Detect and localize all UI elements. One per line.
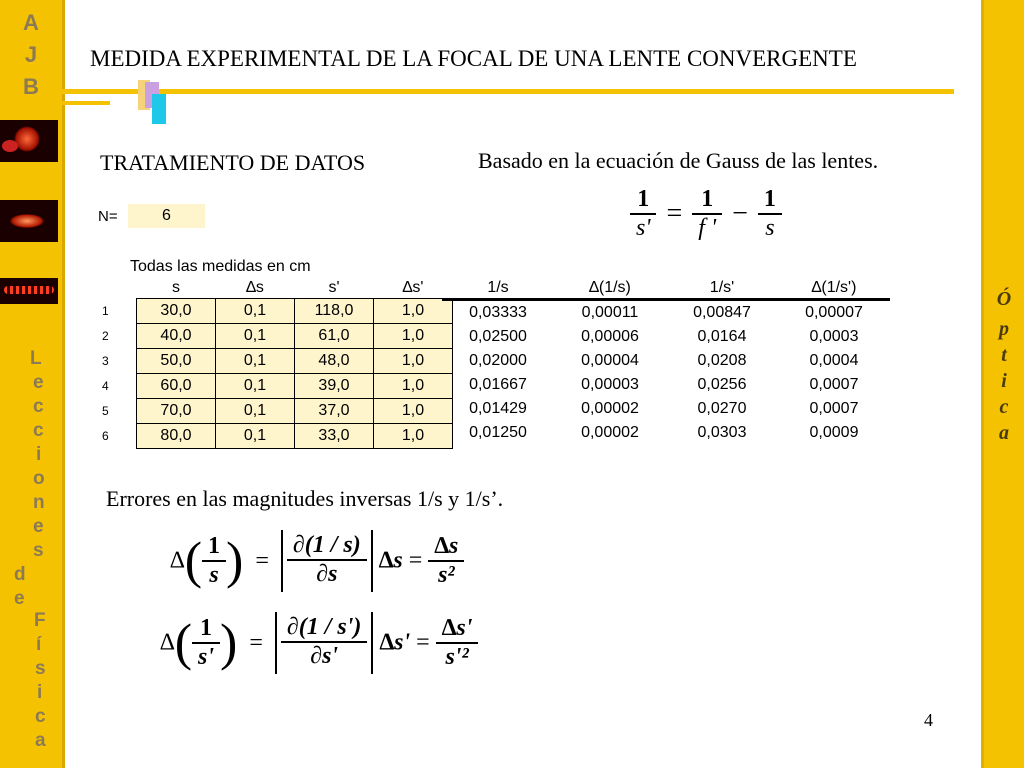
left-sidebar: [0, 0, 62, 768]
page-number: 4: [924, 710, 933, 730]
vertical-letter: s: [33, 540, 44, 561]
optica-letter: t: [1001, 344, 1007, 366]
title-underline-short: [62, 101, 110, 105]
column-header: ∆s': [402, 279, 424, 296]
table-row: 0,01667 0,00003 0,0256 0,0007: [469, 376, 859, 393]
column-header: s: [172, 279, 180, 296]
vertical-letter: n: [33, 492, 45, 513]
slide-title: MEDIDA EXPERIMENTAL DE LA FOCAL DE UNA LENTE CONVERGENTE: [90, 46, 857, 71]
column-header: s': [328, 279, 340, 296]
optica-letter: c: [999, 396, 1009, 418]
optica-letter: p: [999, 318, 1009, 340]
table-row: 6 80,0 0,1 33,0 1,0: [92, 424, 453, 449]
sidebar-edge: [62, 0, 65, 768]
logo-letter-b: B: [23, 74, 39, 99]
vertical-letter: e: [33, 372, 44, 393]
n-label: N=: [98, 208, 118, 225]
table-header-row: [92, 278, 453, 299]
logo-letter-a: A: [23, 10, 39, 35]
decoration-block: [152, 94, 166, 124]
gauss-caption: Basado en la ecuación de Gauss de las lentes.: [478, 148, 879, 173]
vertical-letter: e: [33, 516, 44, 537]
table-row: 0,02500 0,00006 0,0164 0,0003: [469, 328, 859, 345]
table-row: 4 60,0 0,1 39,0 1,0: [92, 374, 453, 399]
vertical-letter: F: [34, 610, 46, 631]
optica-letter: a: [999, 422, 1009, 444]
frac-1-sprime: $\frac{1}{s'}$: [630, 186, 656, 242]
error-formula-s: ∆( $\frac{1}{s}$ ) = $\frac{\partial(1 / s)}{\partial s}$ ∆s = $\frac{\Delta s}{\text{s²}}$: [170, 530, 464, 592]
vertical-letter: c: [33, 396, 44, 417]
thumbnail-light-beam: [0, 200, 58, 242]
table-row: 3 50,0 0,1 48,0 1,0: [92, 349, 453, 374]
optica-letter: i: [1001, 370, 1007, 392]
units-note: Todas las medidas en cm: [130, 258, 311, 275]
vertical-letter: i: [36, 444, 42, 465]
gauss-formula: $\frac{1}{s'}$ = $\frac{1}{f '}$ − $\frac{1}{s}$: [630, 186, 782, 242]
table-header-row: [442, 278, 890, 300]
table-row: 5 70,0 0,1 37,0 1,0: [92, 399, 453, 424]
section-heading: TRATAMIENTO DE DATOS: [100, 150, 366, 175]
column-header: 1/s': [666, 278, 778, 300]
vertical-letter: e: [14, 588, 25, 609]
title-underline: [62, 89, 954, 94]
vertical-letter: c: [35, 706, 46, 727]
error-formula-sprime: ∆( $\frac{1}{s'}$ ) = $\frac{\partial(1 / s')}{\partial s'}$ ∆s' = $\frac{\Delta s'}{\text{s'²}}$: [160, 612, 478, 674]
optica-letter: Ó: [996, 288, 1012, 310]
input-data-table: [92, 278, 453, 449]
n-value-cell[interactable]: 6: [128, 204, 205, 228]
table-row: 0,01250 0,00002 0,0303 0,0009: [469, 424, 859, 441]
vertical-letter: í: [36, 634, 42, 655]
frac-1-fprime: $\frac{1}{f '}$: [692, 186, 722, 242]
vertical-letter: c: [33, 420, 44, 441]
column-header: 1/s: [442, 278, 554, 300]
table-row: 0,02000 0,00004 0,0208 0,0004: [469, 352, 859, 369]
vertical-letter: i: [37, 682, 43, 703]
vertical-letter: d: [14, 564, 26, 585]
errors-caption: Errores en las magnitudes inversas 1/s y 1/s’.: [106, 486, 504, 511]
thumbnail-fringes: [0, 278, 58, 304]
table-row: 1 30,0 0,1 118,0 1,0: [92, 299, 453, 324]
frac-1-s: $\frac{1}{s}$: [758, 186, 782, 242]
vertical-letter: L: [30, 348, 42, 369]
table-row: 0,03333 0,00011 0,00847 0,00007: [469, 304, 863, 321]
vertical-letter: o: [33, 468, 45, 489]
logo-letter-j: J: [24, 42, 38, 67]
thumbnail-lab-photo: [0, 120, 58, 162]
column-header: ∆(1/s): [554, 278, 666, 300]
column-header: ∆(1/s'): [778, 278, 890, 300]
table-row: 2 40,0 0,1 61,0 1,0: [92, 324, 453, 349]
vertical-letter: a: [35, 730, 46, 751]
column-header: ∆s: [246, 279, 264, 296]
vertical-letter: s: [35, 658, 46, 679]
table-row: 0,01429 0,00002 0,0270 0,0007: [469, 400, 859, 417]
results-table: [442, 278, 890, 445]
